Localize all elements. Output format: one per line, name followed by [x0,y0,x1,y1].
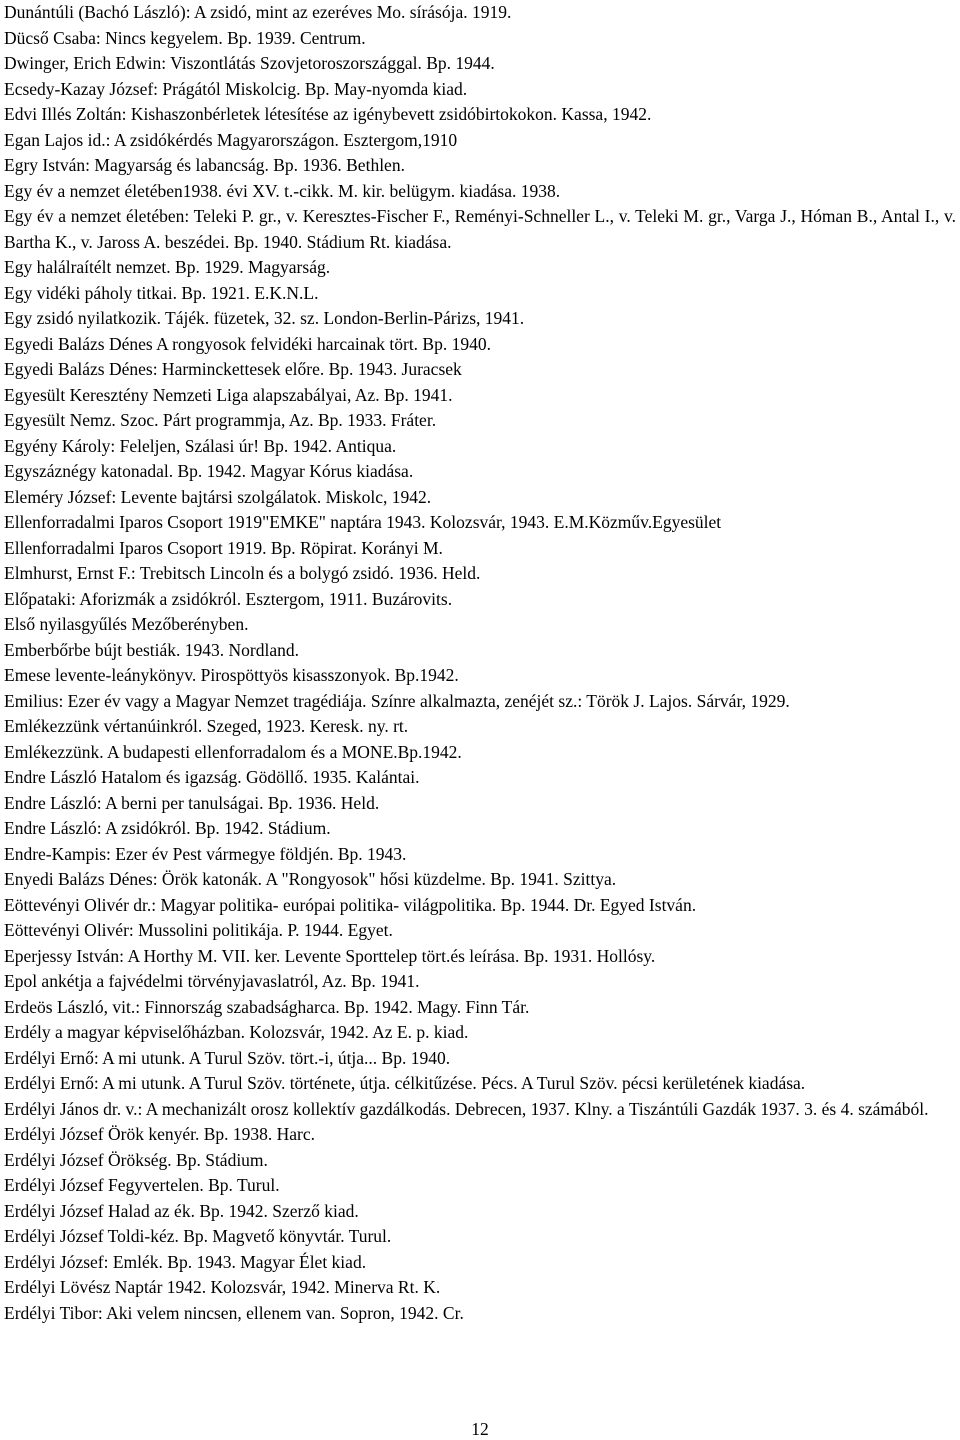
bibliography-entry: Egy év a nemzet életében: Teleki P. gr., v. Keresztes-Fischer F., Reményi-Schneller L., v. Teleki M. gr., Varga J., Hóman B., Antal I., v. Bartha K., v. Jaross A. beszédei. Bp. 1940. Stádium Rt. kiadása. [4,206,956,252]
bibliography-entry: Emlékezzünk vértanúinkról. Szeged, 1923. Keresk. ny. rt. [4,716,409,736]
bibliography-entry: Erdélyi József Fegyvertelen. Bp. Turul. [4,1175,280,1195]
bibliography-entry: Endre László: A berni per tanulságai. Bp. 1936. Held. [4,792,380,813]
bibliography-entry: Egan Lajos id.: A zsidókérdés Magyarországon. Esztergom,1910 [4,129,458,150]
bibliography-entry: Edvi Illés Zoltán: Kishaszonbérletek létesítése az igénybevett zsidóbirtokokon. Kassa, 1942. [4,104,652,124]
bibliography-entry: Egyedi Balázs Dénes: Harminckettesek előre. Bp. 1943. Juracsek [4,359,462,379]
bibliography-entry: Emese levente-leánykönyv. Pirospöttyös kisasszonyok. Bp.1942. [4,665,459,685]
bibliography-entry: Egy év a nemzet életében1938. évi XV. t.-cikk. M. kir. belügym. kiadása. 1938. [4,180,561,201]
bibliography-entry: Elmhurst, Ernst F.: Trebitsch Lincoln és a bolygó zsidó. 1936. Held. [4,563,481,583]
bibliography-entry: Ellenforradalmi Iparos Csoport 1919"EMKE" naptára 1943. Kolozsvár, 1943. E.M.Közműv.Egyesület [4,512,722,532]
bibliography-entry: Endre László Hatalom és igazság. Gödöllő. 1935. Kalántai. [4,767,420,787]
bibliography-entry: Dwinger, Erich Edwin: Viszontlátás Szovjetoroszországgal. Bp. 1944. [4,53,495,73]
bibliography-entry: Eöttevényi Olivér dr.: Magyar politika- európai politika- világpolitika. Bp. 1944. Dr. Egyed István. [4,894,697,915]
bibliography-entry: Erdélyi József Toldi-kéz. Bp. Magvető könyvtár. Turul. [4,1226,392,1246]
bibliography-entry: Ellenforradalmi Iparos Csoport 1919. Bp. Röpirat. Korányi M. [4,537,443,558]
bibliography-entry: Erdélyi József: Emlék. Bp. 1943. Magyar Élet kiad. [4,1251,367,1272]
bibliography-entry: Egry István: Magyarság és labancság. Bp. 1936. Bethlen. [4,155,405,175]
bibliography-entry: Erdélyi János dr. v.: A mechanizált orosz kollektív gazdálkodás. Debrecen, 1937. Klny. a Tiszántúli Gazdák 1937. 3. és 4. számából. [4,1098,929,1119]
bibliography-entry: Egy vidéki páholy titkai. Bp. 1921. E.K.N.L. [4,282,319,303]
page-number: 12 [471,1419,489,1439]
bibliography-entry: Egy zsidó nyilatkozik. Tájék. füzetek, 32. sz. London-Berlin-Párizs, 1941. [4,308,525,328]
bibliography-entry: Enyedi Balázs Dénes: Örök katonák. A "Rongyosok" hősi küzdelme. Bp. 1941. Szittya. [4,869,617,889]
bibliography-entry: Erdélyi József Örök kenyér. Bp. 1938. Harc. [4,1124,316,1144]
bibliography-entry: Egyszáznégy katonadal. Bp. 1942. Magyar Kórus kiadása. [4,461,414,481]
bibliography-entry: Erdeös László, vit.: Finnország szabadságharca. Bp. 1942. Magy. Finn Tár. [4,996,530,1017]
bibliography-entry: Egyény Károly: Feleljen, Szálasi úr! Bp. 1942. Antiqua. [4,435,397,456]
bibliography-entry: Előpataki: Aforizmák a zsidókról. Esztergom, 1911. Buzárovits. [4,588,453,609]
bibliography-entry: Emilius: Ezer év vagy a Magyar Nemzet tragédiája. Színre alkalmazta, zenéjét sz.: Török J. Lajos. Sárvár, 1929. [4,690,790,711]
bibliography-entry: Eöttevényi Olivér: Mussolini politikája. P. 1944. Egyet. [4,920,393,940]
bibliography-entry: Erdélyi Tibor: Aki velem nincsen, ellenem van. Sopron, 1942. Cr. [4,1302,464,1323]
bibliography-entry: Első nyilasgyűlés Mezőberényben. [4,614,249,634]
bibliography-entry: Endre László: A zsidókról. Bp. 1942. Stádium. [4,818,331,838]
bibliography-entry: Erdélyi Lövész Naptár 1942. Kolozsvár, 1942. Minerva Rt. K. [4,1277,441,1297]
bibliography-list [4,0,956,1326]
bibliography-entry: Eleméry József: Levente bajtársi szolgálatok. Miskolc, 1942. [4,486,432,507]
bibliography-entry: Egyesült Nemz. Szoc. Párt programmja, Az. Bp. 1933. Fráter. [4,410,437,430]
bibliography-entry: Eperjessy István: A Horthy M. VII. ker. Levente Sporttelep tört.és leírása. Bp. 1931. Hollósy. [4,945,656,966]
bibliography-entry: Egyedi Balázs Dénes A rongyosok felvidéki harcainak tört. Bp. 1940. [4,333,491,354]
bibliography-entry: Epol ankétja a fajvédelmi törvényjavaslatról, Az. Bp. 1941. [4,971,420,991]
bibliography-entry: Erdély a magyar képviselőházban. Kolozsvár, 1942. Az E. p. kiad. [4,1022,469,1042]
bibliography-entry: Egy halálraítélt nemzet. Bp. 1929. Magyarság. [4,257,331,277]
document-page [4,0,956,1326]
bibliography-entry: Dücső Csaba: Nincs kegyelem. Bp. 1939. Centrum. [4,27,366,48]
bibliography-entry: Emlékezzünk. A budapesti ellenforradalom és a MONE.Bp.1942. [4,741,462,762]
bibliography-entry: Endre-Kampis: Ezer év Pest vármegye földjén. Bp. 1943. [4,843,407,864]
bibliography-entry: Erdélyi Ernő: A mi utunk. A Turul Szöv. története, útja. célkitűzése. Pécs. A Turul Szöv. pécsi kerületének kiadása. [4,1073,806,1093]
bibliography-entry: Erdélyi Ernő: A mi utunk. A Turul Szöv. tört.-i, útja... Bp. 1940. [4,1047,451,1068]
bibliography-entry: Egyesült Keresztény Nemzeti Liga alapszabályai, Az. Bp. 1941. [4,384,453,405]
bibliography-entry: Erdélyi József Halad az ék. Bp. 1942. Szerző kiad. [4,1200,359,1221]
bibliography-entry: Dunántúli (Bachó László): A zsidó, mint az ezeréves Mo. sírásója. 1919. [4,2,512,22]
bibliography-entry: Ecsedy-Kazay József: Prágától Miskolcig. Bp. May-nyomda kiad. [4,78,468,99]
bibliography-entry: Erdélyi József Örökség. Bp. Stádium. [4,1149,268,1170]
bibliography-entry: Emberbőrbe bújt bestiák. 1943. Nordland. [4,639,300,660]
